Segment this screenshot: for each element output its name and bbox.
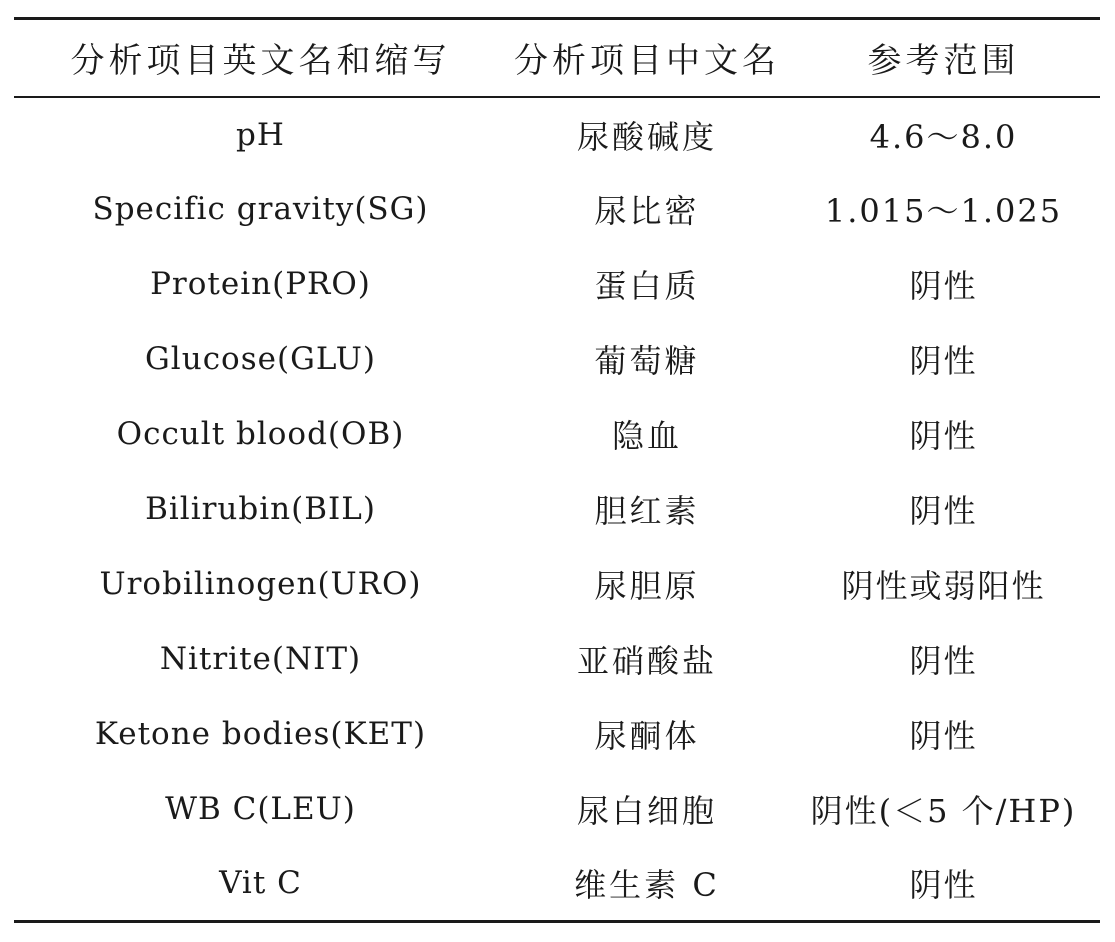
cell-reference-range: 阴性 xyxy=(909,342,978,380)
cell-chinese-name: 尿酮体 xyxy=(594,717,700,755)
cell-chinese-name: 葡萄糖 xyxy=(594,342,700,380)
cell-reference-range: 4.6～8.0 xyxy=(869,117,1018,156)
header-chinese-name: 分析项目中文名 xyxy=(514,41,780,82)
table-row xyxy=(14,697,1100,772)
cell-english-name: Urobilinogen(URO) xyxy=(99,566,422,602)
table-row xyxy=(14,247,1100,322)
table-row xyxy=(14,472,1100,547)
cell-chinese-name: 尿比密 xyxy=(594,192,700,230)
cell-english-name: Vit C xyxy=(219,865,302,902)
cell-reference-range: 阴性 xyxy=(909,642,978,680)
cell-english-name: Protein(PRO) xyxy=(150,266,371,302)
table-row xyxy=(14,397,1100,472)
table-row xyxy=(14,322,1100,397)
cell-chinese-name: 尿胆原 xyxy=(594,567,700,605)
cell-english-name: Occult blood(OB) xyxy=(116,416,405,452)
header-row xyxy=(14,19,1100,97)
cell-chinese-name: 维生素 C xyxy=(574,866,720,905)
cell-reference-range: 阴性(＜5 个/HP) xyxy=(810,792,1077,830)
cell-chinese-name: 尿白细胞 xyxy=(576,792,717,830)
cell-reference-range: 阴性 xyxy=(909,866,978,905)
table-body xyxy=(14,97,1100,922)
urinalysis-reference-table xyxy=(14,17,1100,923)
header-reference-range: 参考范围 xyxy=(867,41,1020,82)
cell-english-name: WB C(LEU) xyxy=(165,791,356,827)
cell-chinese-name: 尿酸碱度 xyxy=(576,117,717,156)
cell-english-name: Nitrite(NIT) xyxy=(159,641,362,677)
table-header xyxy=(14,19,1100,97)
cell-reference-range: 阴性 xyxy=(909,717,978,755)
table-row xyxy=(14,622,1100,697)
table-row xyxy=(14,772,1100,847)
table-row xyxy=(14,97,1100,172)
cell-english-name: pH xyxy=(236,116,285,153)
cell-reference-range: 1.015～1.025 xyxy=(824,192,1063,230)
header-english-name-abbreviation: 分析项目英文名和缩写 xyxy=(70,41,451,82)
cell-english-name: Glucose(GLU) xyxy=(145,341,376,377)
cell-reference-range: 阴性 xyxy=(909,267,978,305)
cell-english-name: Specific gravity(SG) xyxy=(92,191,429,227)
cell-chinese-name: 胆红素 xyxy=(594,492,700,530)
cell-reference-range: 阴性 xyxy=(909,492,978,530)
cell-chinese-name: 蛋白质 xyxy=(594,267,700,305)
cell-reference-range: 阴性或弱阳性 xyxy=(841,567,1046,605)
table-row xyxy=(14,172,1100,247)
cell-reference-range: 阴性 xyxy=(909,417,978,455)
cell-chinese-name: 隐血 xyxy=(611,417,682,455)
cell-english-name: Ketone bodies(KET) xyxy=(94,716,427,752)
table-row xyxy=(14,847,1100,922)
cell-chinese-name: 亚硝酸盐 xyxy=(576,642,717,680)
table-row xyxy=(14,547,1100,622)
urinalysis-reference-table-container xyxy=(14,17,1100,923)
cell-english-name: Bilirubin(BIL) xyxy=(145,491,376,527)
